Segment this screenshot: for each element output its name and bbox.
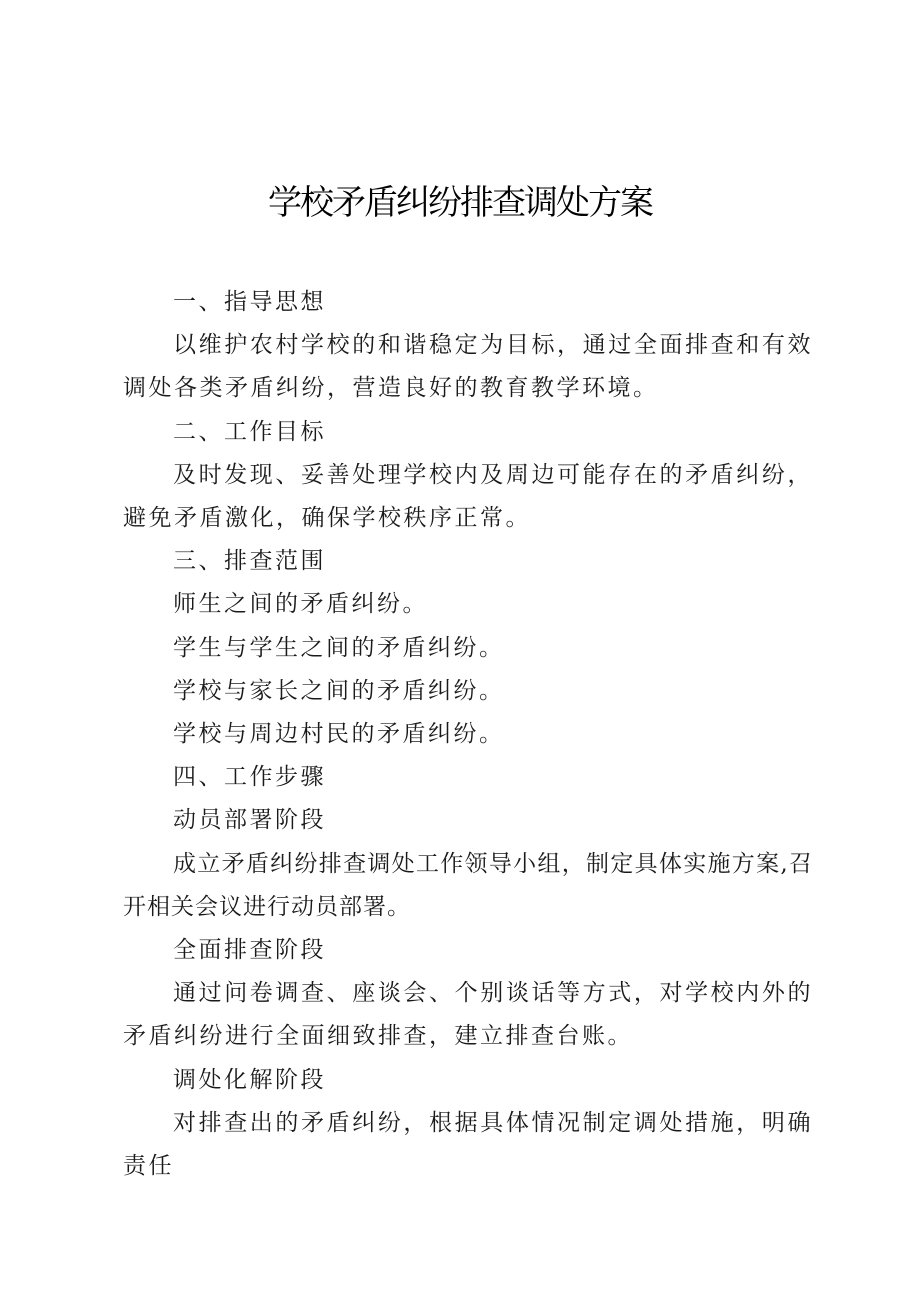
paragraph: 对排查出的矛盾纠纷，根据具体情况制定调处措施，明确责任 [123, 1109, 813, 1180]
section-heading: 一、指导思想 [173, 289, 326, 315]
document-title: 学校矛盾纠纷排查调处方案 [268, 183, 652, 223]
paragraph: 通过问卷调查、座谈会、个别谈话等方式，对学校内外的矛盾纠纷进行全面细致排查，建立排查台账。 [123, 980, 813, 1050]
section-heading: 二、工作目标 [173, 418, 326, 445]
list-item: 学生与学生之间的矛盾纠纷。 [173, 634, 505, 661]
paragraph: 以维护农村学校的和谐稳定为目标，通过全面排查和有效调处各类矛盾纠纷，营造良好的教育教学环境。 [123, 332, 813, 402]
list-item: 学校与周边村民的矛盾纠纷。 [173, 721, 505, 748]
subsection-heading: 动员部署阶段 [173, 807, 326, 834]
section-heading: 三、排查范围 [173, 548, 326, 575]
paragraph: 及时发现、妥善处理学校内及周边可能存在的矛盾纠纷，避免矛盾激化，确保学校秩序正常。 [123, 461, 813, 532]
subsection-heading: 调处化解阶段 [173, 1066, 326, 1093]
paragraph: 成立矛盾纠纷排查调处工作领导小组，制定具体实施方案,召开相关会议进行动员部署。 [123, 850, 813, 920]
document-body [123, 281, 813, 1188]
list-item: 师生之间的矛盾纠纷。 [173, 591, 428, 618]
section-heading: 四、工作步骤 [173, 764, 326, 791]
subsection-heading: 全面排查阶段 [173, 937, 326, 964]
list-item: 学校与家长之间的矛盾纠纷。 [173, 677, 505, 704]
